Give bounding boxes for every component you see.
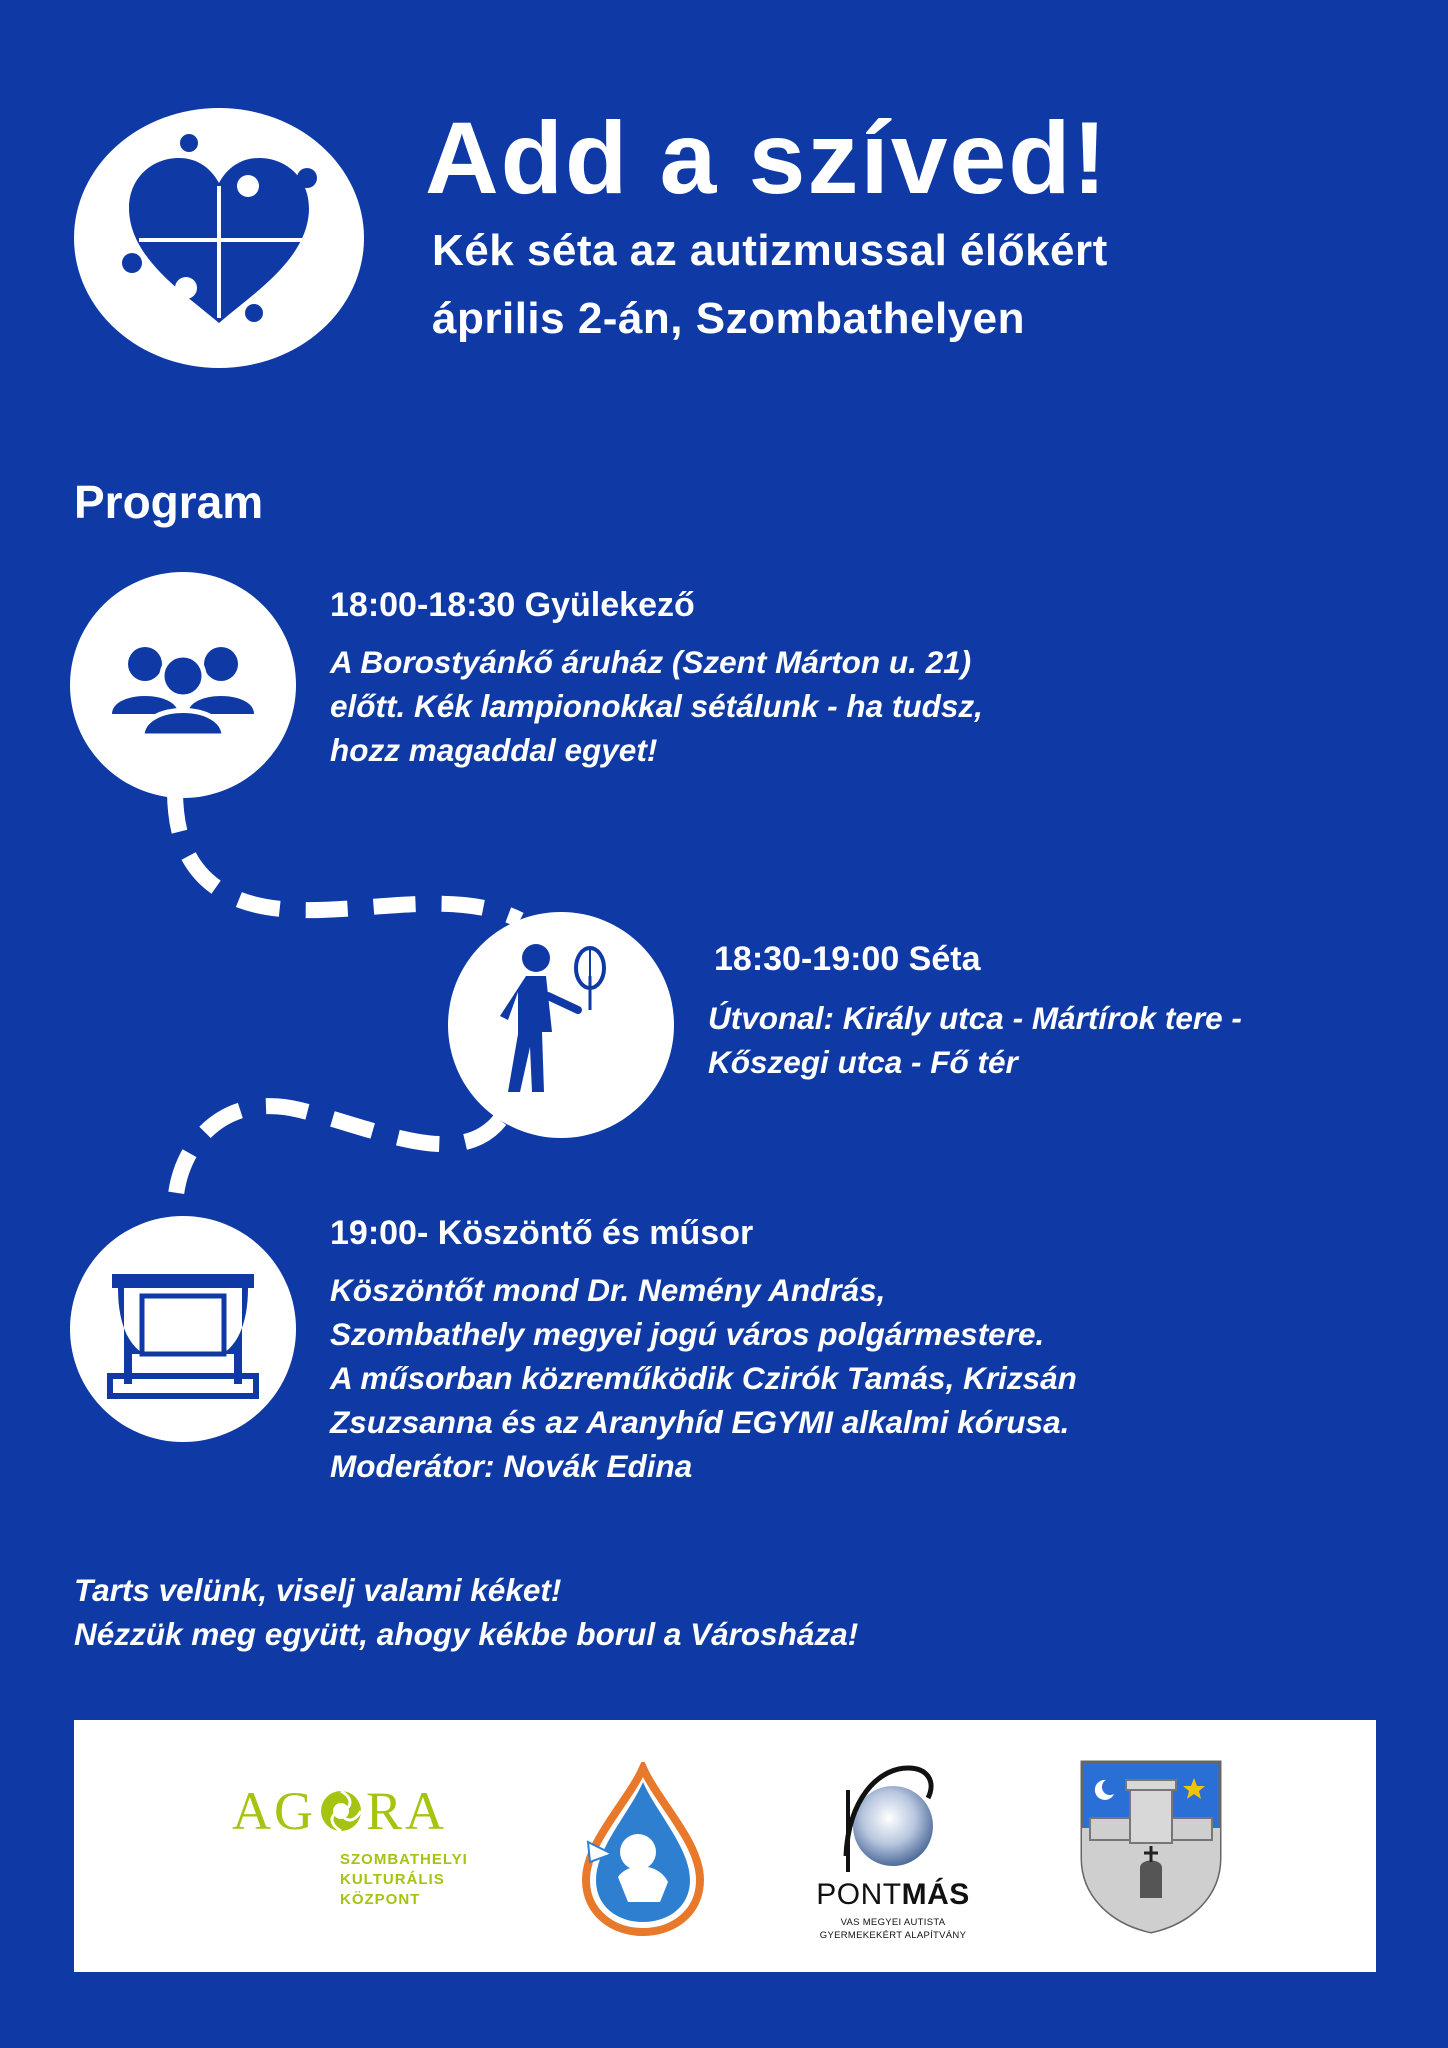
program-item-icon-1	[70, 572, 296, 798]
text-line: Útvonal: Király utca - Mártírok tere -	[708, 1000, 1242, 1036]
swirl-icon	[318, 1788, 364, 1834]
agora-sub-1: SZOMBATHELYI	[340, 1851, 468, 1868]
program-item-text-2	[708, 996, 1242, 1084]
agora-name-start: AG	[232, 1781, 316, 1841]
stage-icon	[70, 1216, 296, 1442]
text-line: Moderátor: Novák Edina	[330, 1448, 693, 1484]
agora-logo	[232, 1780, 492, 1910]
program-item-text-1	[330, 640, 983, 772]
program-item-icon-2	[448, 912, 674, 1138]
closing-text	[74, 1568, 858, 1656]
pontmas-name-start: PONT	[816, 1878, 902, 1911]
sphere-icon	[808, 1760, 978, 1878]
text-line: Kőszegi utca - Fő tér	[708, 1044, 1018, 1080]
agora-sub-3: KÖZPONT	[340, 1891, 421, 1908]
program-item-text-3	[330, 1268, 1077, 1488]
program-item-title-2: 18:30-19:00 Séta	[714, 940, 981, 978]
page-subtitle-line2: április 2-án, Szombathelyen	[432, 294, 1025, 343]
text-line: Köszöntőt mond Dr. Nemény András,	[330, 1272, 886, 1308]
text-line: hozz magaddal egyet!	[330, 732, 658, 768]
pontmas-sub-2: GYERMEKEKÉRT ALAPÍTVÁNY	[819, 1930, 967, 1941]
sponsor-logos	[74, 1720, 1376, 1972]
closing-line-2: Nézzük meg együtt, ahogy kékbe borul a Városháza!	[74, 1616, 859, 1652]
walking-lantern-icon	[448, 912, 674, 1138]
agora-sub-2: KULTURÁLIS	[340, 1871, 445, 1888]
text-line: Zsuzsanna és az Aranyhíd EGYMI alkalmi kórusa.	[330, 1404, 1070, 1440]
pontmas-logo	[808, 1760, 978, 1942]
text-line: előtt. Kék lampionokkal sétálunk - ha tudsz,	[330, 688, 983, 724]
pontmas-name-end: MÁS	[901, 1878, 970, 1911]
text-line: Szombathely megyei jogú város polgármestere.	[330, 1316, 1045, 1352]
text-line: A Borostyánkő áruház (Szent Márton u. 21)	[330, 644, 972, 680]
agora-name-end: RA	[366, 1781, 448, 1841]
closing-line-1: Tarts velünk, viselj valami kéket!	[74, 1572, 562, 1608]
water-drop-logo	[568, 1762, 718, 1938]
program-item-title-3: 19:00- Köszöntő és műsor	[330, 1214, 754, 1252]
program-item-title-1: 18:00-18:30 Gyülekező	[330, 586, 695, 624]
text-line: A műsorban közreműködik Czirók Tamás, Krizsán	[330, 1360, 1077, 1396]
program-item-icon-3	[70, 1216, 296, 1442]
group-icon	[70, 572, 296, 798]
program-heading: Program	[74, 476, 264, 528]
coat-of-arms-icon	[1078, 1758, 1224, 1936]
pontmas-sub-1: VAS MEGYEI AUTISTA	[840, 1917, 946, 1928]
page-subtitle-line1: Kék séta az autizmussal élőkért	[432, 226, 1108, 275]
page-title: Add a szíved!	[425, 101, 1109, 215]
